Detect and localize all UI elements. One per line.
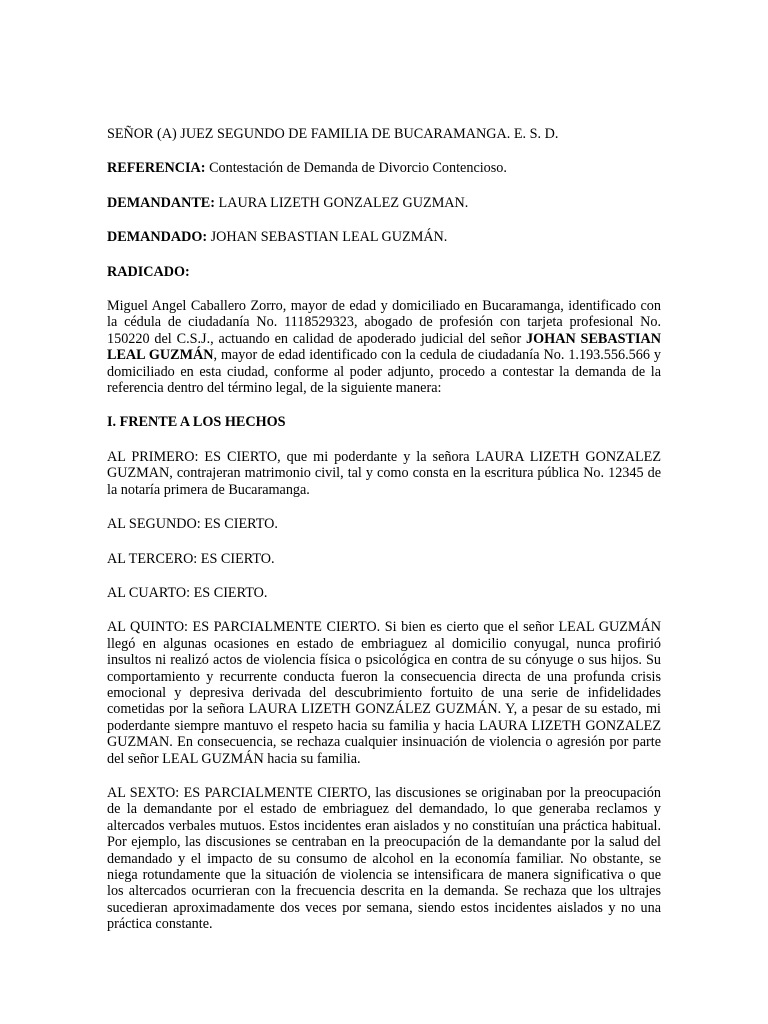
demandante-line: [107, 195, 661, 211]
fact-segundo: AL SEGUNDO: ES CIERTO.: [107, 516, 278, 533]
fact-primero: AL PRIMERO: ES CIERTO, que mi poderdante y la señora LAURA LIZETH GONZALEZ GUZMAN, contrajeran matrimonio civil, tal y como consta en la escritura pública No. 12345 de la notaría primera de Bucaramanga.: [107, 448, 661, 498]
radicado-label: RADICADO:: [107, 263, 190, 280]
intro-text-1: Miguel Angel Caballero Zorro, mayor de edad y domiciliado en Bucaramanga, identificado con la cédula de ciudadanía No. 1118529323, abogado de profesión con tarjeta profesional No. 150220 del C.S.J., actuando en calidad de apoderado judicial del señor: [107, 298, 661, 347]
demandado-line: [107, 229, 661, 245]
referencia-line: [107, 160, 661, 176]
referencia-label: REFERENCIA:: [107, 160, 206, 177]
referencia-value: Contestación de Demanda de Divorcio Contencioso.: [205, 160, 507, 177]
client-name: JOHAN SEBASTIAN LEAL GUZMÁN: [107, 330, 661, 364]
demandante-value: LAURA LIZETH GONZALEZ GUZMAN.: [214, 194, 469, 211]
demandado-label: DEMANDADO:: [107, 229, 208, 246]
document-page: [107, 126, 661, 933]
fact-sexto: AL SEXTO: ES PARCIALMENTE CIERTO, las discusiones se originaban por la preocupación de la demandante por el estado de embriaguez del demandado, lo que generaba reclamos y altercados verbales mutuos. Estos incidentes eran aislados y no constituían una práctica habitual. Por ejemplo, las discusiones se centraban en la preocupación de la demandante por la salud del demandado y el impacto de su consumo de alcohol en la economía familiar. No obstante, se niega rotundamente que la situación de violencia se intensificara de manera significativa o que los altercados ocurrieran con la frecuencia descrita en la demanda. Se rechaza que los ultrajes sucedieran aproximadamente dos veces por semana, siendo estos incidentes aislados y no una práctica constante.: [107, 784, 661, 933]
radicado-line: [107, 264, 661, 280]
fact-tercero: AL TERCERO: ES CIERTO.: [107, 550, 275, 567]
fact-quinto: AL QUINTO: ES PARCIALMENTE CIERTO. Si bien es cierto que el señor LEAL GUZMÁN llegó en algunas ocasiones en estado de embriaguez al domicilio conyugal, nunca profirió insultos ni realizó actos de violencia física o psicológica en contra de su cónyuge o sus hijos. Su comportamiento y recurrente conducta fueron la consecuencia directa de una profunda crisis emocional y depresiva derivada del descubrimiento fortuito de una serie de infidelidades cometidas por la señora LAURA LIZETH GONZÁLEZ GUZMÁN. Y, a pesar de su estado, mi poderdante siempre mantuvo el respeto hacia su familia y hacia LAURA LIZETH GONZALEZ GUZMAN. En consecuencia, se rechaza cualquier insinuación de violencia o agresión por parte del señor LEAL GUZMÁN hacia su familia.: [107, 619, 661, 767]
section-title: [107, 414, 661, 430]
court-addressee: SEÑOR (A) JUEZ SEGUNDO DE FAMILIA DE BUCARAMANGA. E. S. D.: [107, 126, 559, 142]
demandante-label: DEMANDANTE:: [107, 194, 215, 211]
fact-cuarto: AL CUARTO: ES CIERTO.: [107, 584, 268, 601]
intro-paragraph: [107, 298, 661, 396]
intro-text-2: , mayor de edad identificado con la cedula de ciudadanía No. 1.193.556.566 y domiciliado en esta ciudad, conforme al poder adjunto, procedo a contestar la demanda de la referencia dentro del término legal, de la siguiente manera:: [107, 347, 661, 397]
demandado-value: JOHAN SEBASTIAN LEAL GUZMÁN.: [207, 229, 448, 246]
section-title-text: I. FRENTE A LOS HECHOS: [107, 414, 286, 431]
